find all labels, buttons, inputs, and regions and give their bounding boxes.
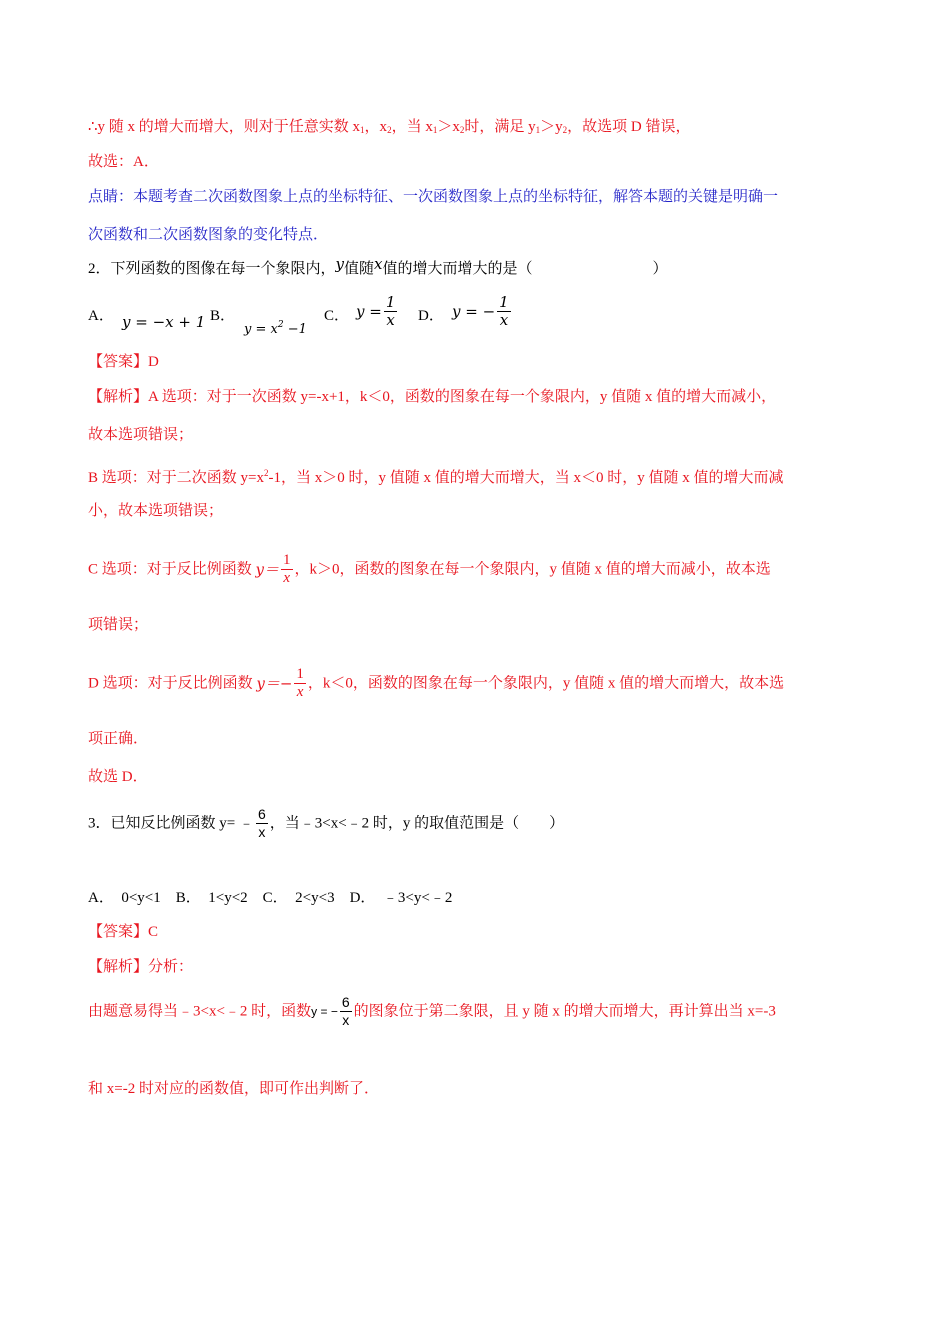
q3-stem-text: 3．已知反比例函数 y= ﹣ [88, 815, 254, 832]
option-b-label: B． [210, 308, 236, 324]
q2-analysis-line4: 小，故本选项错误； [88, 503, 224, 519]
q2-analysis-choice: 故选 D． [88, 769, 148, 785]
analysis-text: ，k＞0，函数的图象在每一个象限内，y 值随 x 值的增大而减小，故本选 [294, 561, 771, 578]
option-a-label: A． [88, 308, 114, 324]
q2-analysis-c [88, 552, 771, 587]
q2-analysis-line1: 【解析】A 选项：对于一次函数 y=-x+1，k＜0，函数的图象在每一个象限内，y 值随 x 值的增大而减小， [88, 389, 777, 405]
solution1-text: ，当 x [391, 119, 433, 135]
q3-stem [88, 806, 564, 841]
subscript: 1 [535, 125, 541, 135]
superscript: 2 [263, 468, 269, 478]
solution1-text: ∴y 随 x 的增大而增大，则对于任意实数 x [88, 119, 361, 135]
q2-stem [88, 255, 668, 279]
numerator: 1 [385, 293, 396, 311]
q2-answer: 【答案】D [88, 354, 159, 370]
option-d-lhs: y = − [452, 302, 496, 321]
denominator: x [296, 684, 304, 700]
q2-analysis-line2: 故本选项错误； [88, 427, 194, 443]
denominator: x [499, 311, 509, 329]
q2-analysis-d [88, 666, 784, 701]
analysis-lhs: y＝− [256, 674, 293, 693]
subscript: 1 [432, 125, 438, 135]
option-d-label: D． [418, 308, 444, 324]
denominator: x [283, 570, 291, 586]
analysis-lhs: y＝ [255, 560, 279, 579]
comment-line1: 点睛：本题考查二次函数图象上点的坐标特征、一次函数图象上点的坐标特征，解答本题的关键是明确一 [88, 189, 779, 205]
solution1-text: ＞y [540, 119, 563, 135]
option-c-expr [356, 294, 399, 329]
denominator: x [342, 1012, 350, 1028]
fraction [256, 806, 268, 841]
q2-analysis-line3 [88, 463, 783, 488]
subscript: 2 [387, 125, 392, 135]
q3-analysis-line2: 和 x=-2 时对应的函数值，即可作出判断了． [88, 1081, 379, 1097]
q3-options: A． 0<y<1 B． 1<y<2 C． 2<y<3 D． ﹣3<y<﹣2 [88, 890, 453, 906]
q3-stem-text: ，当﹣3<x<﹣2 时，y 的取值范围是（ ） [269, 815, 565, 832]
q2-stem-text: 值的增大而增大的是（ ） [382, 261, 668, 277]
fraction [281, 552, 293, 587]
q2-analysis-d-line2: 项正确． [88, 731, 149, 747]
denominator: x [386, 311, 395, 329]
solution1-choice: 故选：A． [88, 154, 159, 170]
analysis-text: D 选项：对于反比例函数 [88, 675, 257, 692]
option-c-lhs: y = [356, 302, 382, 321]
solution1-text: 时，满足 y [464, 119, 536, 135]
numerator: 6 [257, 806, 266, 822]
q2-analysis-c-line2: 项错误； [88, 617, 149, 633]
subscript: 2 [562, 125, 568, 135]
numerator: 1 [499, 293, 509, 311]
comment-line2: 次函数和二次函数图象的变化特点． [88, 227, 329, 243]
fraction [294, 666, 306, 701]
option-c-label: C． [324, 308, 350, 324]
solution1-text: ，x [364, 119, 388, 135]
q3-analysis-line1 [88, 994, 776, 1029]
analysis-text: ，k＜0，函数的图象在每一个象限内，y 值随 x 值的增大而增大，故本选 [307, 675, 785, 692]
numerator: 1 [296, 666, 304, 682]
subscript: 2 [459, 125, 465, 135]
option-b-expr-a: y = x [244, 322, 278, 337]
option-a-expr: y = −x + 1 [122, 313, 206, 331]
solution1-text: ，故选项 D 错误， [567, 119, 691, 135]
fraction [340, 994, 352, 1029]
analysis-text: 的图象位于第二象限，且 y 随 x 的增大而增大，再计算出当 x=-3 [353, 1003, 776, 1020]
subscript: 1 [360, 125, 365, 135]
option-d-expr [452, 294, 513, 329]
analysis-text: C 选项：对于反比例函数 [88, 561, 256, 578]
solution1-line1 [88, 117, 690, 140]
numerator: 6 [341, 994, 350, 1010]
fraction [497, 294, 511, 329]
analysis-text: -1，当 x＞0 时，y 值随 x 值的增大而增大，当 x＜0 时，y 值随 x 值的增大而减 [268, 470, 784, 486]
q3-analysis-head: 【解析】分析： [88, 959, 194, 975]
option-b-expr-b: −1 [283, 322, 307, 337]
solution1-text: ＞x [437, 119, 460, 135]
analysis-text: 由题意易得当﹣3<x<﹣2 时，函数 [88, 1003, 312, 1020]
analysis-text: B 选项：对于二次函数 y=x [88, 470, 264, 486]
q3-answer: 【答案】C [88, 924, 159, 940]
denominator: x [258, 824, 266, 840]
superscript: 2 [277, 320, 284, 330]
numerator: 1 [283, 552, 291, 568]
q2-stem-text: 2．下列函数的图像在每一个象限内， [88, 261, 336, 277]
fraction [384, 294, 398, 329]
option-b-expr [244, 315, 307, 340]
var-y: y [335, 255, 344, 273]
q2-stem-text: 值随 [344, 261, 375, 277]
var-x: x [374, 255, 383, 273]
analysis-lhs: y = − [311, 1004, 338, 1019]
